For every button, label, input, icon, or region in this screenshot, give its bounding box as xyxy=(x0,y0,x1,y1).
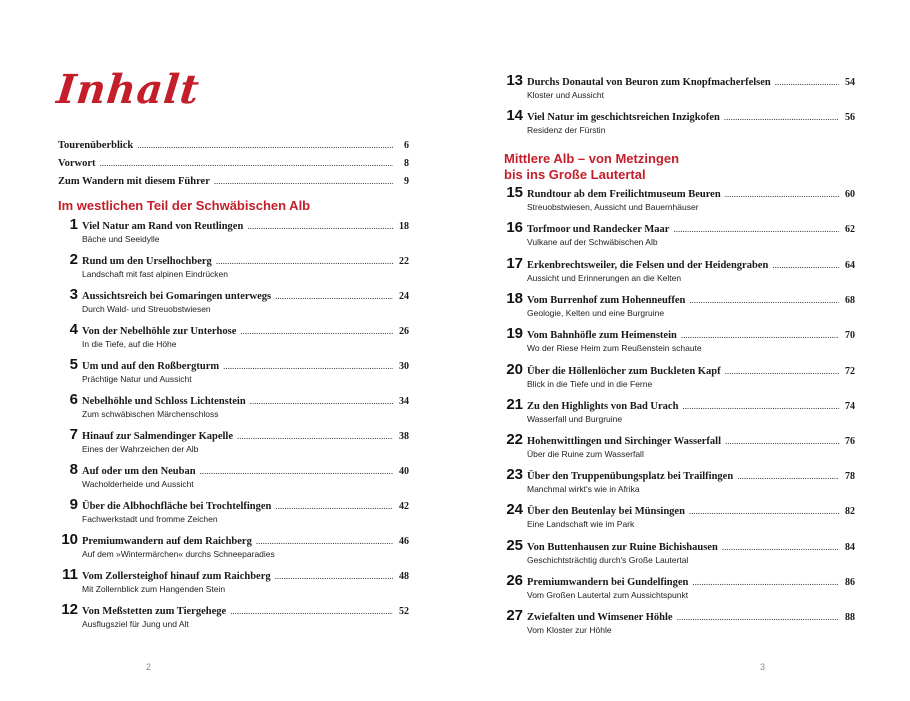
tour-number: 16 xyxy=(506,219,523,236)
tour-number: 27 xyxy=(506,607,523,624)
tour-subtitle: Residenz der Fürstin xyxy=(527,125,606,135)
tour-subtitle: Eines der Wahrzeichen der Alb xyxy=(82,444,199,454)
tour-number: 15 xyxy=(506,184,523,201)
toc-entry[interactable] xyxy=(58,496,409,524)
leader-dots xyxy=(725,436,839,446)
leader-dots xyxy=(240,326,393,336)
tour-subtitle: Manchmal wirkt's wie in Afrika xyxy=(527,484,640,494)
tour-subtitle: Vom Kloster zur Höhle xyxy=(527,625,612,635)
tour-number: 17 xyxy=(506,255,523,272)
section-heading: Im westlichen Teil der Schwäbischen Alb xyxy=(58,198,311,213)
toc-entry[interactable] xyxy=(504,431,855,459)
toc-entry[interactable] xyxy=(504,325,855,353)
tour-subtitle: Fachwerkstadt und fromme Zeichen xyxy=(82,514,218,524)
toc-entry[interactable] xyxy=(504,501,855,529)
toc-page-number: 8 xyxy=(404,158,409,169)
tour-subtitle: Wasserfall und Burgruine xyxy=(527,414,623,424)
tour-title: Viel Natur im geschichtsreichen Inzigkofen xyxy=(527,112,720,123)
toc-page-number: 46 xyxy=(399,536,409,547)
tour-number: 22 xyxy=(506,431,523,448)
tour-title: Erkenbrechtsweiler, die Felsen und der Heidengraben xyxy=(527,260,769,271)
toc-entry[interactable] xyxy=(58,566,409,594)
tour-number: 23 xyxy=(506,466,523,483)
page-title: Inhalt xyxy=(54,66,202,113)
tour-subtitle: Prächtige Natur und Aussicht xyxy=(82,374,192,384)
tour-number: 20 xyxy=(506,361,523,378)
tour-number: 1 xyxy=(69,216,78,233)
tour-subtitle: Mit Zollernblick zum Hangenden Stein xyxy=(82,584,226,594)
tour-title: Durchs Donautal von Beuron zum Knopfmacherfelsen xyxy=(527,77,771,88)
right-page xyxy=(455,0,910,701)
leader-dots xyxy=(237,431,393,441)
tour-subtitle: Vom Großen Lautertal zum Aussichtspunkt xyxy=(527,590,689,600)
tour-number: 11 xyxy=(62,566,78,583)
tour-title: Zu den Highlights von Bad Urach xyxy=(527,401,679,412)
toc-entry[interactable] xyxy=(504,219,855,247)
toc-page-number: 26 xyxy=(399,326,409,337)
leader-dots xyxy=(677,612,839,622)
leader-dots xyxy=(722,542,839,552)
tour-title: Hinauf zur Salmendinger Kapelle xyxy=(82,431,233,442)
toc-page-number: 68 xyxy=(845,295,855,306)
toc-page-number: 38 xyxy=(399,431,409,442)
toc-page-number: 60 xyxy=(845,189,855,200)
toc-intro-row[interactable] xyxy=(58,158,409,169)
toc-entry[interactable] xyxy=(504,255,855,283)
toc-page-number: 82 xyxy=(845,506,855,517)
tour-number: 9 xyxy=(69,496,78,513)
tour-number: 26 xyxy=(506,572,523,589)
leader-dots xyxy=(737,471,839,481)
tour-subtitle: Durch Wald- und Streuobstwiesen xyxy=(82,304,211,314)
tour-title: Torfmoor und Randecker Maar xyxy=(527,224,670,235)
toc-entry[interactable] xyxy=(504,361,855,389)
toc-entry[interactable] xyxy=(58,286,409,314)
leader-dots xyxy=(200,466,393,476)
tour-number: 3 xyxy=(69,286,78,303)
tour-subtitle: Eine Landschaft wie im Park xyxy=(527,519,635,529)
tour-title: Vom Bahnhöfle zum Heimenstein xyxy=(527,330,677,341)
tour-number: 10 xyxy=(61,531,78,548)
toc-entry[interactable] xyxy=(58,426,409,454)
toc-entry[interactable] xyxy=(504,396,855,424)
leader-dots xyxy=(689,506,839,516)
tour-subtitle: Streuobstwiesen, Aussicht und Bauernhäuser xyxy=(527,202,699,212)
toc-entry[interactable] xyxy=(58,531,409,559)
tour-title: Nebelhöhle und Schloss Lichtenstein xyxy=(82,396,246,407)
tour-number: 12 xyxy=(61,601,78,618)
toc-entry[interactable] xyxy=(504,607,855,635)
leader-dots xyxy=(216,256,393,266)
tour-title: Zwiefalten und Wimsener Höhle xyxy=(527,612,673,623)
tour-subtitle: Landschaft mit fast alpinen Eindrücken xyxy=(82,269,229,279)
toc-entry[interactable] xyxy=(504,107,855,135)
toc-page-number: 84 xyxy=(845,542,855,553)
tour-number: 8 xyxy=(69,461,78,478)
toc-page-number: 56 xyxy=(845,112,855,123)
toc-page-number: 88 xyxy=(845,612,855,623)
tour-number: 5 xyxy=(69,356,78,373)
toc-entry[interactable] xyxy=(504,290,855,318)
toc-entry[interactable] xyxy=(504,184,855,212)
toc-page-number: 70 xyxy=(845,330,855,341)
tour-number: 4 xyxy=(69,321,78,338)
tour-number: 25 xyxy=(506,537,523,554)
tour-subtitle: Blick in die Tiefe und in die Ferne xyxy=(527,379,653,389)
toc-entry[interactable] xyxy=(504,466,855,494)
tour-title: Um und auf den Roßbergturm xyxy=(82,361,220,372)
toc-entry[interactable] xyxy=(58,391,409,419)
tour-subtitle: Bäche und Seeidylle xyxy=(82,234,160,244)
page-folio: 2 xyxy=(146,662,152,672)
tour-title: Viel Natur am Rand von Reutlingen xyxy=(82,221,244,232)
toc-page-number: 30 xyxy=(399,361,409,372)
leader-dots xyxy=(137,140,393,150)
toc-entry[interactable] xyxy=(58,216,409,244)
toc-page-number: 64 xyxy=(845,260,855,271)
toc-page-number: 22 xyxy=(399,256,409,267)
toc-page-number: 86 xyxy=(845,577,855,588)
leader-dots xyxy=(775,77,839,87)
section-heading xyxy=(504,151,679,183)
tour-title: Über die Albhochfläche bei Trochtelfingen xyxy=(82,501,272,512)
toc-page-number: 40 xyxy=(399,466,409,477)
tour-title: Premiumwandern bei Gundelfingen xyxy=(527,577,689,588)
tour-title: Hohenwittlingen und Sirchinger Wasserfall xyxy=(527,436,721,447)
tour-title: Rund um den Urselhochberg xyxy=(82,256,212,267)
tour-title: Von der Nebelhöhle zur Unterhose xyxy=(82,326,237,337)
tour-subtitle: Kloster und Aussicht xyxy=(527,90,605,100)
section-heading-line: Mittlere Alb – von Metzingen xyxy=(504,151,680,166)
tour-title: Vom Burrenhof zum Hohenneuffen xyxy=(527,295,686,306)
tour-subtitle: Zum schwäbischen Märchenschloss xyxy=(82,409,219,419)
leader-dots xyxy=(223,361,393,371)
toc-page-number: 54 xyxy=(845,77,855,88)
tour-subtitle: Geschichtsträchtig durch's Große Lautertal xyxy=(527,555,689,565)
toc-entry[interactable] xyxy=(58,321,409,349)
leader-dots xyxy=(230,606,393,616)
tour-title: Von Meßstetten zum Tiergehege xyxy=(82,606,227,617)
toc-page-number: 72 xyxy=(845,366,855,377)
tour-number: 24 xyxy=(506,501,523,518)
page-folio: 3 xyxy=(760,662,766,672)
toc-intro-label: Zum Wandern mit diesem Führer xyxy=(58,176,210,187)
toc-intro-row[interactable] xyxy=(58,140,409,151)
tour-subtitle: In die Tiefe, auf die Höhe xyxy=(82,339,177,349)
toc-page-number: 48 xyxy=(399,571,409,582)
leader-dots xyxy=(724,112,839,122)
toc-page-number: 78 xyxy=(845,471,855,482)
toc-intro-label: Tourenüberblick xyxy=(58,140,134,151)
tour-subtitle: Über die Ruine zum Wasserfall xyxy=(527,449,644,459)
tour-number: 14 xyxy=(506,107,523,124)
tour-title: Vom Zollersteighof hinauf zum Raichberg xyxy=(82,571,271,582)
tour-number: 13 xyxy=(506,72,523,89)
tour-title: Auf oder um den Neuban xyxy=(82,466,196,477)
leader-dots xyxy=(689,295,839,305)
leader-dots xyxy=(275,501,393,511)
leader-dots xyxy=(725,189,839,199)
tour-number: 6 xyxy=(69,391,78,408)
tour-subtitle: Vulkane auf der Schwäbischen Alb xyxy=(527,237,658,247)
tour-number: 19 xyxy=(506,325,523,342)
toc-intro-row[interactable] xyxy=(58,176,409,187)
tour-subtitle: Wacholderheide und Aussicht xyxy=(82,479,194,489)
tour-title: Aussichtsreich bei Gomaringen unterwegs xyxy=(82,291,272,302)
toc-page-number: 24 xyxy=(399,291,409,302)
leader-dots xyxy=(673,224,839,234)
leader-dots xyxy=(692,577,839,587)
tour-title: Über die Höllenlöcher zum Buckleten Kapf xyxy=(527,366,721,377)
tour-subtitle: Geologie, Kelten und eine Burgruine xyxy=(527,308,665,318)
toc-page-number: 52 xyxy=(399,606,409,617)
toc-page-number: 9 xyxy=(404,176,409,187)
leader-dots xyxy=(250,396,393,406)
leader-dots xyxy=(681,330,839,340)
leader-dots xyxy=(247,221,393,231)
tour-subtitle: Ausflugsziel für Jung und Alt xyxy=(82,619,189,629)
tour-number: 2 xyxy=(69,251,78,268)
leader-dots xyxy=(772,260,839,270)
toc-entry[interactable] xyxy=(504,72,855,100)
toc-page-number: 62 xyxy=(845,224,855,235)
toc-entry[interactable] xyxy=(504,537,855,565)
toc-entry[interactable] xyxy=(58,461,409,489)
toc-entry[interactable] xyxy=(58,251,409,279)
tour-title: Premiumwandern auf dem Raichberg xyxy=(82,536,252,547)
leader-dots xyxy=(725,366,839,376)
toc-page-number: 76 xyxy=(845,436,855,447)
toc-page-number: 74 xyxy=(845,401,855,412)
section-heading-line: bis ins Große Lautertal xyxy=(504,167,646,182)
toc-intro-label: Vorwort xyxy=(58,158,96,169)
leader-dots xyxy=(214,176,393,186)
toc-page-number: 18 xyxy=(399,221,409,232)
tour-title: Über den Truppenübungsplatz bei Trailfingen xyxy=(527,471,734,482)
leader-dots xyxy=(275,291,393,301)
tour-title: Von Buttenhausen zur Ruine Bichishausen xyxy=(527,542,718,553)
toc-entry[interactable] xyxy=(58,356,409,384)
tour-subtitle: Auf dem »Wintermärchen« durchs Schneeparadies xyxy=(82,549,275,559)
tour-number: 18 xyxy=(506,290,523,307)
leader-dots xyxy=(100,158,393,168)
tour-subtitle: Aussicht und Erinnerungen an die Kelten xyxy=(527,273,682,283)
tour-number: 7 xyxy=(69,426,78,443)
toc-page-number: 42 xyxy=(399,501,409,512)
toc-page-number: 34 xyxy=(399,396,409,407)
toc-entry[interactable] xyxy=(58,601,409,629)
tour-number: 21 xyxy=(506,396,523,413)
toc-page-number: 6 xyxy=(404,140,409,151)
tour-title: Über den Beutenlay bei Münsingen xyxy=(527,506,685,517)
tour-title: Rundtour ab dem Freilichtmuseum Beuren xyxy=(527,189,721,200)
toc-entry[interactable] xyxy=(504,572,855,600)
leader-dots xyxy=(256,536,393,546)
tour-subtitle: Wo der Riese Heim zum Reußenstein schaute xyxy=(527,343,702,353)
leader-dots xyxy=(682,401,839,411)
leader-dots xyxy=(275,571,393,581)
